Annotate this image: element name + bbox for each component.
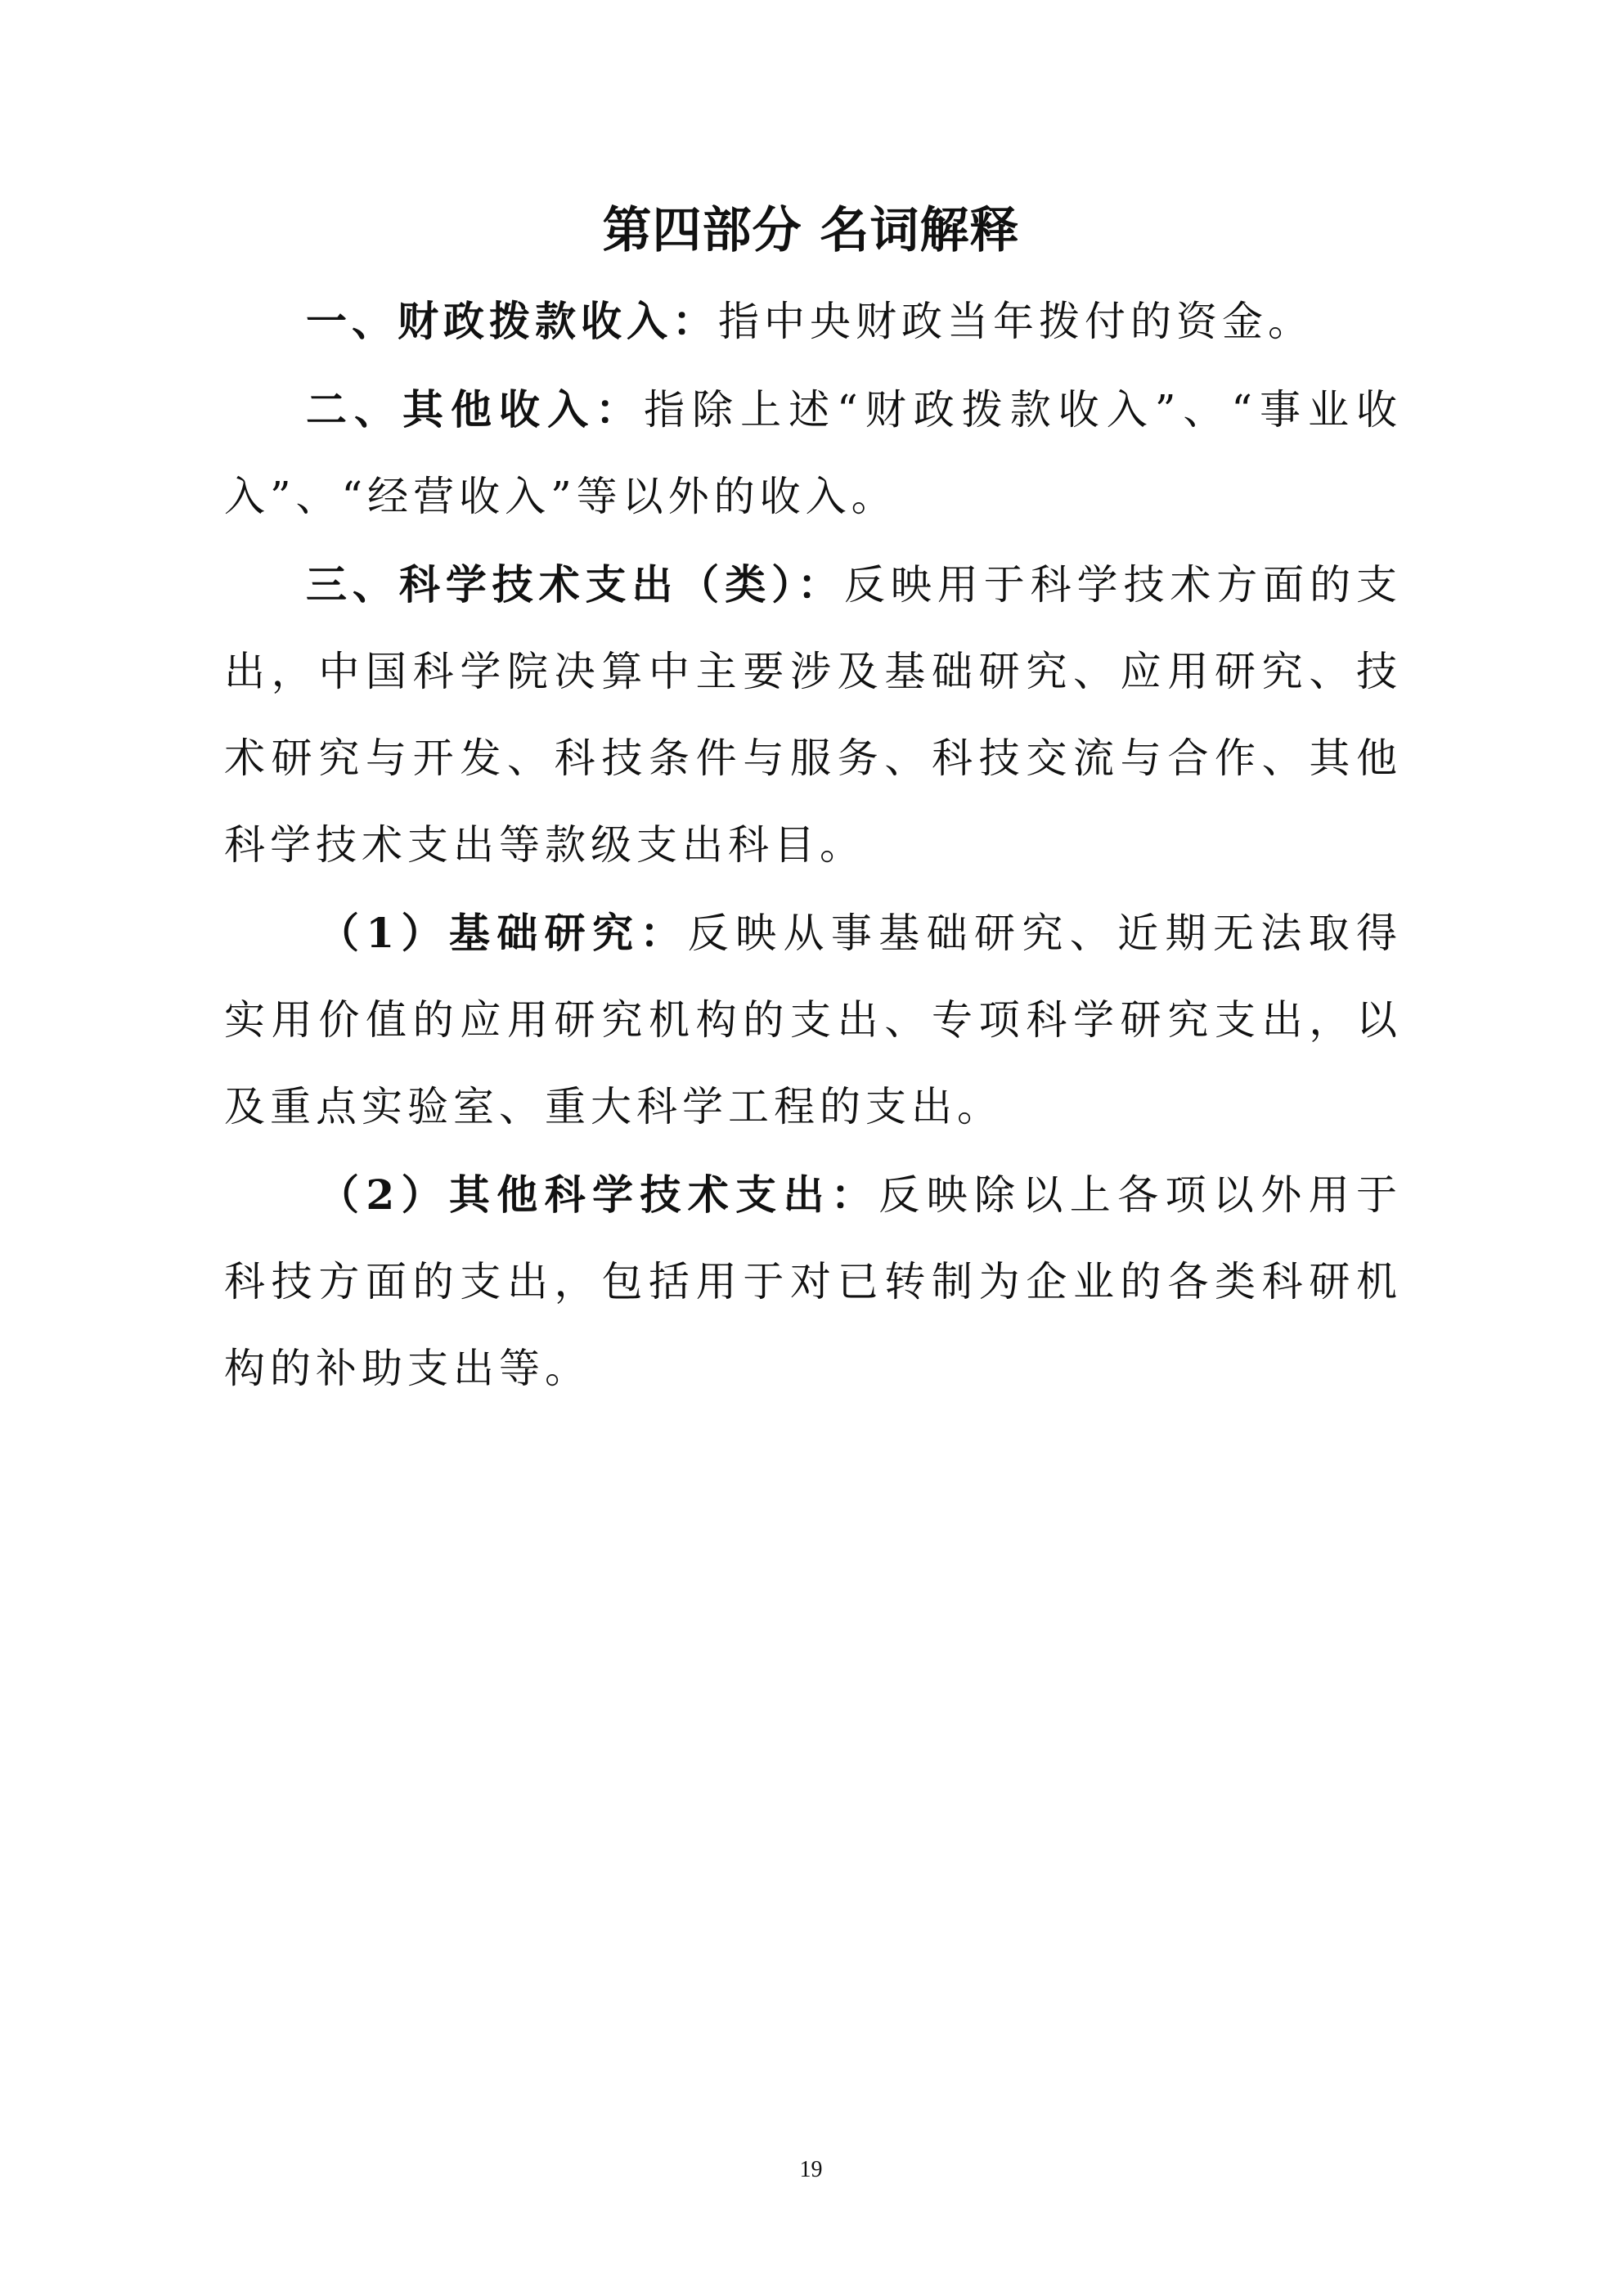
definition-basic-research bbox=[224, 890, 1402, 1150]
term-label: 三、科学技术支出（类）： bbox=[306, 560, 844, 609]
term-label: 二、其他收入： bbox=[306, 385, 645, 434]
document-body bbox=[224, 278, 1402, 1413]
definition-other-science-technology-expenditure bbox=[224, 1152, 1402, 1412]
term-definition: 指中央财政当年拨付的资金。 bbox=[718, 298, 1314, 345]
definition-other-income bbox=[224, 366, 1402, 540]
page-number: 19 bbox=[799, 2157, 823, 2182]
definition-science-technology-expenditure bbox=[224, 541, 1402, 888]
term-definition: 指除上述“财政拨款收入”、“事业收入”、“经营收入”等以外的收入。 bbox=[224, 386, 1403, 520]
page-title: 第四部分 名词解释 bbox=[602, 202, 1020, 259]
term-definition: 反映用于科学技术方面的支出，中国科学院决算中主要涉及基础研究、应用研究、技术研究与开发、科技条件与服务、科技交流与合作、其他科学技术支出等款级支出科目。 bbox=[224, 561, 1403, 869]
definition-fiscal-appropriation-income bbox=[224, 278, 1402, 365]
term-label: （2）其他科学技术支出： bbox=[318, 1170, 879, 1219]
term-label: 一、财政拨款收入： bbox=[306, 297, 718, 345]
term-definition: 反映除以上各项以外用于科技方面的支出，包括用于对已转制为企业的各类科研机构的补助支出等。 bbox=[224, 1171, 1402, 1392]
term-label: （1）基础研究： bbox=[318, 909, 688, 957]
term-definition: 反映从事基础研究、近期无法取得实用价值的应用研究机构的支出、专项科学研究支出，以及重点实验室、重大科学工程的支出。 bbox=[224, 910, 1403, 1130]
